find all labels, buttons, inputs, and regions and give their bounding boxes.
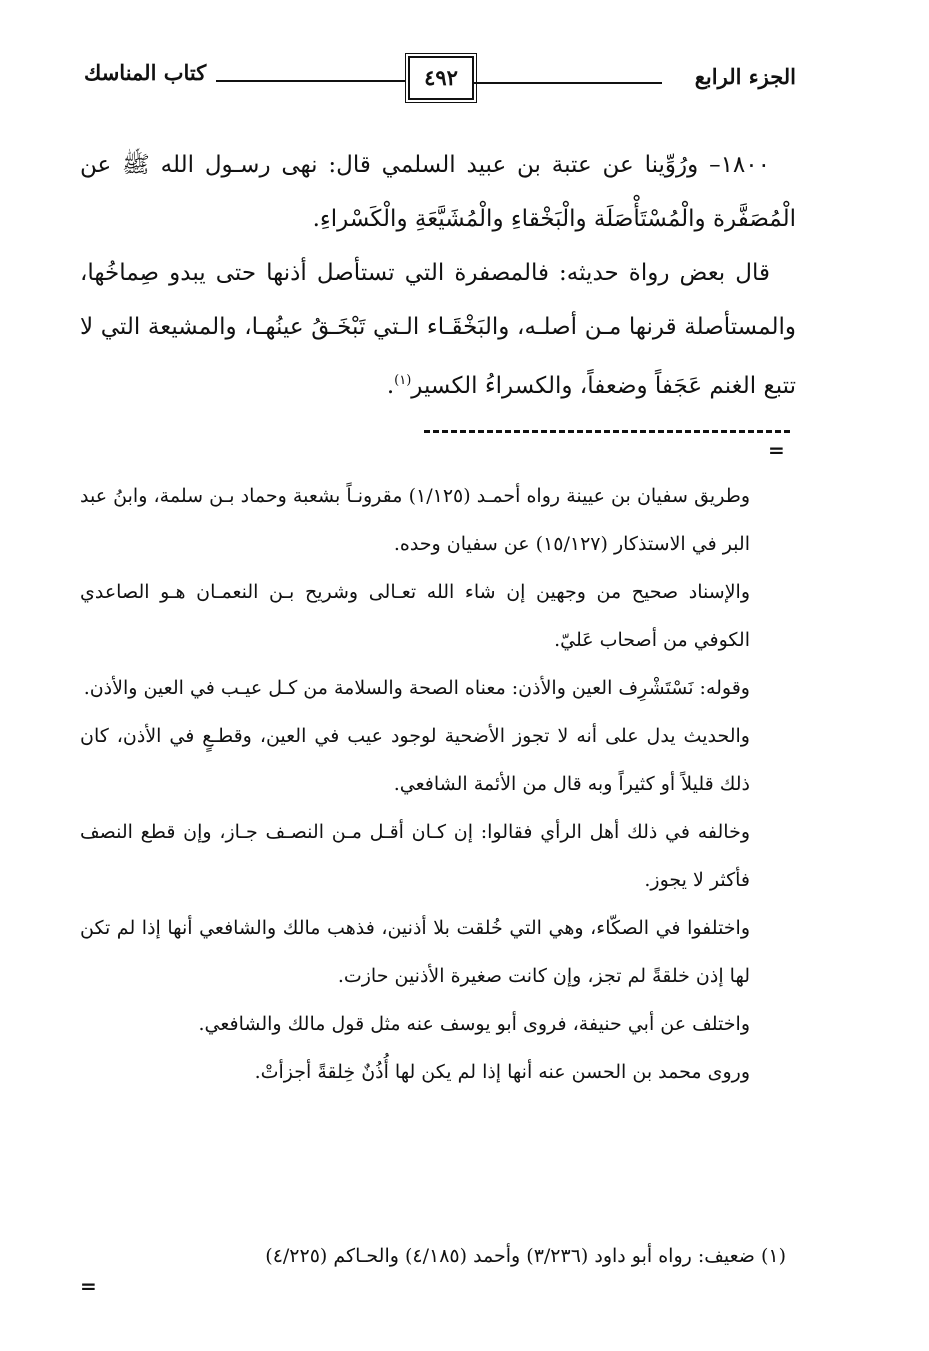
page-number: ٤٩٢ (408, 56, 474, 100)
page-header (84, 56, 796, 106)
continuation-mark-bottom: = (80, 1274, 97, 1298)
note-paragraph: والحديث يدل على أنه لا تجوز الأضحية لوجود عيب في العين، وقطـعٍ في الأذن، كان ذلك قليلاً أو كثيراً وبه قال من الأئمة الشافعي. (80, 725, 750, 795)
note-paragraph: وخالفه في ذلك أهل الرأي فقالوا: إن كـان أقـل مـن النصـف جـاز، وإن قطع النصف فأكثر لا يجوز. (80, 821, 750, 891)
note-paragraph: وروى محمد بن الحسن عنه أنها إذا لم يكن لها أُذُنٌ خِلقةً أجزأتْ. (254, 1061, 750, 1083)
commentary-end: . (386, 373, 395, 399)
notes-section (80, 472, 750, 1096)
commentary-text: قال بعض رواة حديثه: فالمصفرة التي تستأصل أذنها حتى يبدو صِماخُها، والمستأصلة قرنها مـن أصلـه، والبَخْقَـاء الـتي تَبْخَـقُ عينُهـا، والمشيعة التي لا تتبع الغنم عَجَفاً وضعفاً، والكسراءُ الكسير (80, 260, 796, 399)
note-paragraph: وقوله: نَسْتَشْرِف العين والأذن: معناه الصحة والسلامة من كـل عيـب في العين والأذن. (83, 677, 750, 699)
header-rule-left (216, 80, 406, 82)
note-paragraph: والإسناد صحيح من وجهين إن شاء الله تعـالى وشريح بـن النعمـان هـو الصاعدي الكوفي من أصحاب عَليّ. (80, 581, 750, 651)
footnote-text: ضعيف: رواه أبو داود (٣/٢٣٦) وأحمد (٤/١٨٥) والحـاكم (٤/٢٢٥) (265, 1245, 755, 1267)
note-paragraph: واختلف عن أبي حنيفة، فروى أبو يوسف عنه مثل قول مالك والشافعي. (198, 1013, 750, 1035)
footnote (80, 1236, 786, 1276)
hadith-paragraph: ١٨٠٠– ورُوِّينا عن عتبة بن عبيد السلمي قال: نهى رسـول الله ﷺ عن الْمُصَفَّرة والْمُسْتَأْصَلَة والْبَخْقاءِ والْمُشَيَّعَةِ والْكَسْراءِ. (80, 152, 796, 232)
header-rule-right (474, 82, 662, 84)
note-paragraph: وطريق سفيان بن عيينة رواه أحمـد (١/١٢٥) مقرونـاً بشعبة وحماد بـن سلمة، وابنُ عبد البر في الاستذكار (١٥/١٢٧) عن سفيان وحده. (80, 485, 750, 555)
footnote-number: (١) (760, 1245, 786, 1267)
note-paragraph: واختلفوا في الصكّاء، وهي التي خُلقت بلا أذنين، فذهب مالك والشافعي أنها إذا لم تكن لها إذن خلقةً لم تجز، وإن كانت صغيرة الأذنين حازت. (80, 917, 751, 987)
part-title: الجزء الرابع (694, 64, 796, 89)
separator-dashed-rule (424, 430, 790, 433)
footnote-reference: (١) (394, 373, 412, 388)
main-text (80, 138, 796, 413)
book-title: كتاب المناسك (84, 60, 207, 85)
commentary-paragraph (80, 246, 796, 413)
continuation-mark-top: = (768, 438, 785, 462)
